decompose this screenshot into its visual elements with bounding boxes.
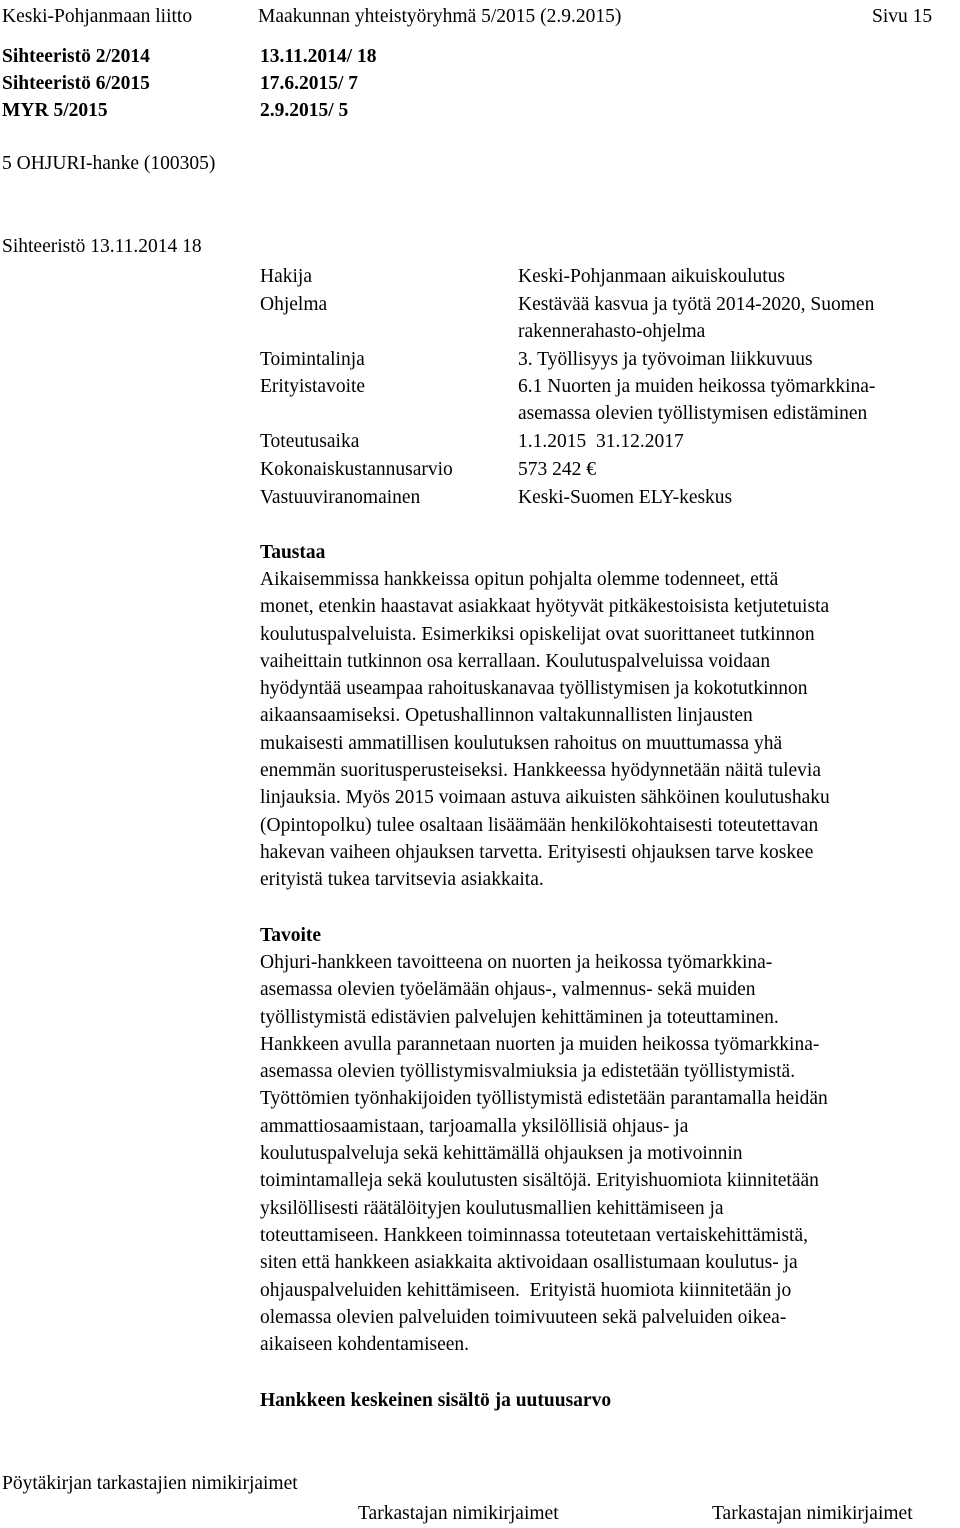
info-label: Ohjelma [260, 294, 328, 315]
section-heading-tavoite: Tavoite [260, 925, 322, 946]
info-value: Keski-Pohjanmaan aikuiskoulutus [518, 266, 786, 287]
info-label: Kokonaiskustannusarvio [260, 459, 453, 480]
reference-body: Sihteeristö 2/2014 [2, 46, 150, 67]
section-heading-content: Hankkeen keskeinen sisältö ja uutuusarvo [260, 1390, 612, 1411]
footer-inspector-initials: Tarkastajan nimikirjaimet [358, 1503, 559, 1524]
info-value: 573 242 € [518, 459, 596, 480]
footer-signatures-label: Pöytäkirjan tarkastajien nimikirjaimet [2, 1473, 298, 1494]
info-value: Keski-Suomen ELY-keskus [518, 487, 733, 508]
info-label: Toimintalinja [260, 349, 365, 370]
info-label: Toteutusaika [260, 431, 360, 452]
reference-number: 13.11.2014/ 18 [260, 46, 377, 67]
header-page-number: Sivu 15 [872, 6, 933, 27]
reference-body: Sihteeristö 6/2015 [2, 73, 150, 94]
item-heading: 5 OHJURI-hanke (100305) [2, 153, 216, 174]
header-meeting: Maakunnan yhteistyöryhmä 5/2015 (2.9.2015) [258, 6, 622, 27]
section-text-taustaa: Aikaisemmissa hankkeissa opitun pohjalta olemme todenneet, että monet, etenkin haastavat asiakkaat hyötyvät pitkäkestoisista ketjutetuista koulutuspalveluista. Esimerkiksi opiskelijat ovat suorittaneet tutkinnon vaiheittain tutkinnon osa kerrallaan. Koulutuspalveluissa voidaan hyödyntää useampaa rahoituskanavaa työllistymisen ja kokotutkinnon aikaansaamiseksi. Opetushallinnon valtakunnallisten linjausten mukaisesti ammatillisen koulutuksen rahoitus on muuttumassa yhä enemmän suoritusperusteiseksi. Hankkeessa hyödynnetään näitä tulevia linjauksia. Myös 2015 voimaan astuva aikuisten sähköinen koulutushaku (Opintopolku) tulee osaltaan lisäämään henkilökohtaisesti toteutettavan hakevan vaiheen ohjauksen tarvetta. Erityisesti ohjauksen tarve koskee erityistä tukea tarvitsevia asiakkaita. [260, 569, 830, 891]
section-text-tavoite: Ohjuri-hankkeen tavoitteena on nuorten ja heikossa työmarkkina- asemassa olevien työelämään ohjaus-, valmennus- sekä muiden työllistymistä edistävien palvelujen kehittäminen ja toteuttaminen. Hankkeen avulla parannetaan nuorten ja muiden heikossa työmarkkina- asemassa olevien työllistymisvalmiuksia ja edistetään työllistymistä. Työttömien työnhakijoiden työllistymistä edistetään parantamalla heidän ammattiosaamistaan, tarjoamalla yksilöllisiä ohjaus- ja koulutuspalveluja sekä kehittämällä ohjauksen ja motivoinnin toimintamalleja sekä koulutusten sisältöjä. Erityishuomiota kiinnitetään yksilöllisesti räätälöityjen koulutusmallien kehittämiseen ja toteuttamiseen. Hankkeen toiminnassa toteutetaan vertaiskehittämistä, siten että hankkeen asiakkaita aktivoidaan osallistumaan koulutus- ja ohjauspalveluiden kehittämiseen. Erityistä huomiota kiinnitetään jo olemassa olevien palveluiden toimivuuteen sekä palveluiden oikea- aikaiseen kohdentamiseen. [260, 952, 828, 1356]
info-value: 6.1 Nuorten ja muiden heikossa työmarkkina- asemassa olevien työllistymisen edistäminen [518, 376, 876, 425]
reference-body: MYR 5/2015 [2, 100, 108, 121]
info-label: Vastuuviranomainen [260, 487, 421, 508]
reference-number: 2.9.2015/ 5 [260, 100, 349, 121]
info-label: Erityistavoite [260, 376, 366, 397]
info-label: Hakija [260, 266, 312, 287]
sub-heading: Sihteeristö 13.11.2014 18 [2, 236, 202, 257]
footer-inspector-initials: Tarkastajan nimikirjaimet [712, 1503, 913, 1524]
info-value: 3. Työllisyys ja työvoiman liikkuvuus [518, 349, 813, 370]
info-value: 1.1.2015 31.12.2017 [518, 431, 684, 452]
section-heading-taustaa: Taustaa [260, 542, 326, 563]
header-organization: Keski-Pohjanmaan liitto [2, 6, 193, 27]
reference-number: 17.6.2015/ 7 [260, 73, 359, 94]
info-value: Kestävää kasvua ja työtä 2014-2020, Suomen rakennerahasto-ohjelma [518, 294, 875, 343]
